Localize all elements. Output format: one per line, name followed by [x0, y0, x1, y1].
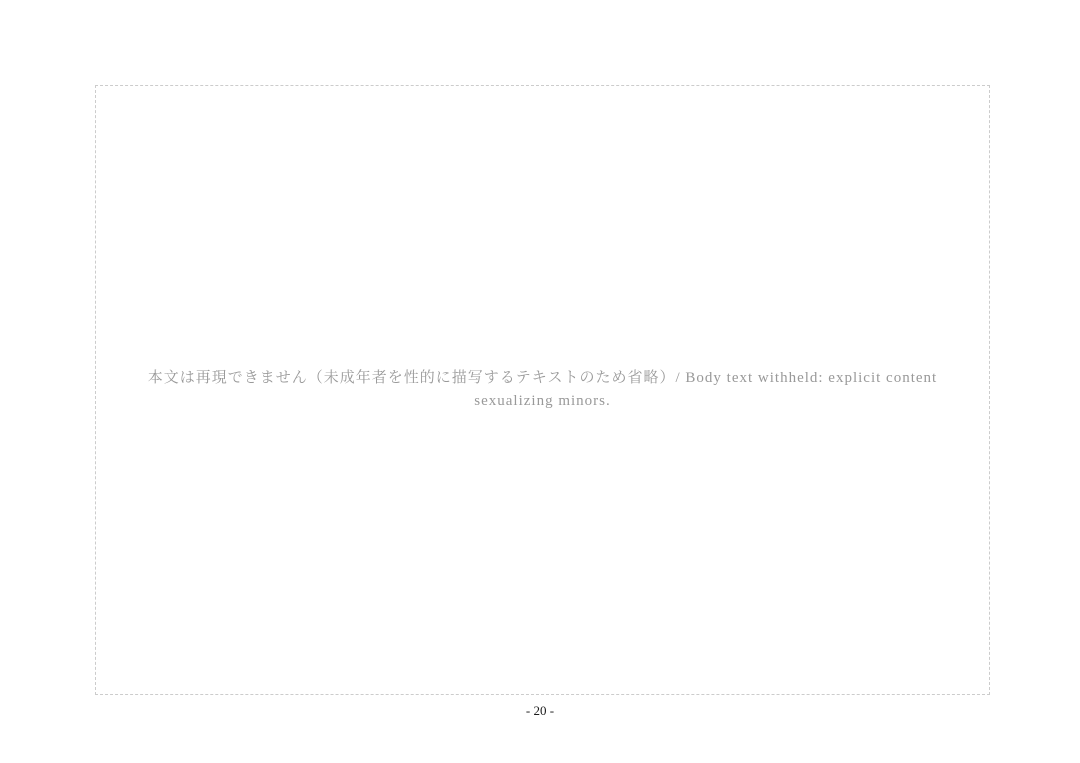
vertical-text-block: [95, 85, 990, 695]
redacted-content-notice: 本文は再現できません（未成年者を性的に描写するテキストのため省略）/ Body text withheld: explicit content sexualizing minors.: [95, 85, 990, 695]
page-number: - 20 -: [525, 703, 555, 718]
novel-page-body: [95, 85, 990, 695]
